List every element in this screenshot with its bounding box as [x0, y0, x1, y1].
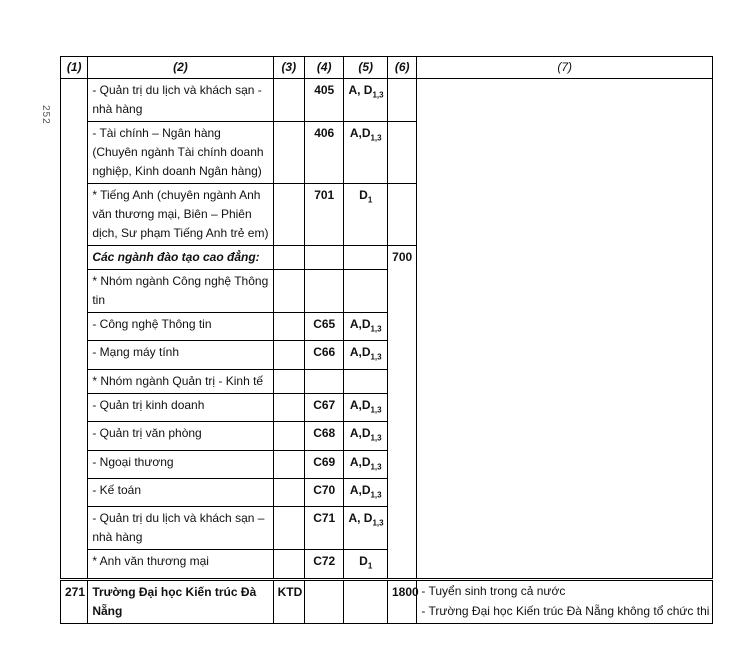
- exam-block: $A,D_{1,3}$: [344, 122, 388, 184]
- exam-block: $A,D_{1,3}$: [344, 478, 388, 506]
- col-header-2: (2): [88, 57, 273, 79]
- exam-block: $A,D_{1,3}$: [344, 393, 388, 421]
- major-name: - Quản trị kinh doanh: [88, 393, 273, 421]
- major-name: - Mạng máy tính: [88, 341, 273, 369]
- cell-empty: [273, 507, 304, 550]
- admissions-table: [60, 56, 713, 624]
- major-code: C67: [304, 393, 343, 421]
- exam-block: A, $D_{1,3}$: [344, 79, 388, 122]
- school-row: [61, 579, 713, 623]
- cell-index-empty: [61, 79, 88, 580]
- col-header-6: (6): [387, 57, 416, 79]
- major-code: 406: [304, 122, 343, 184]
- cell-empty: [344, 246, 388, 270]
- school-notes: [417, 579, 713, 623]
- school-quota: 1800: [387, 579, 416, 623]
- major-name: - Tài chính – Ngân hàng (Chuyên ngành Tài chính doanh nghiệp, Kinh doanh Ngân hàng): [88, 122, 273, 184]
- exam-block: $D_1$: [344, 550, 388, 579]
- major-name: * Nhóm ngành Công nghệ Thông tin: [88, 270, 273, 313]
- cell-empty: [387, 184, 416, 246]
- exam-block: [344, 270, 388, 313]
- major-code: 701: [304, 184, 343, 246]
- section-quota: 700: [387, 246, 416, 580]
- exam-block: $D_1$: [344, 184, 388, 246]
- major-code: C70: [304, 478, 343, 506]
- note-line: - Tuyển sinh trong cả nước: [421, 583, 566, 598]
- major-name: - Quản trị du lịch và khách sạn - nhà hàng: [88, 79, 273, 122]
- notes-cell-empty: [417, 79, 713, 580]
- cell-empty: [387, 79, 416, 122]
- major-name: - Quản trị văn phòng: [88, 422, 273, 450]
- major-name: - Công nghệ Thông tin: [88, 313, 273, 341]
- cell-empty: [273, 79, 304, 122]
- major-code: C65: [304, 313, 343, 341]
- major-code: C68: [304, 422, 343, 450]
- table-row: [61, 79, 713, 122]
- cell-empty: [304, 579, 343, 623]
- exam-block: [344, 369, 388, 393]
- major-code: C66: [304, 341, 343, 369]
- major-name: - Quản trị du lịch và khách sạn – nhà hàng: [88, 507, 273, 550]
- major-name: * Anh văn thương mại: [88, 550, 273, 579]
- major-code: 405: [304, 79, 343, 122]
- page-number: 252: [40, 105, 51, 125]
- exam-block: $A,D_{1,3}$: [344, 450, 388, 478]
- cell-empty: [273, 184, 304, 246]
- major-code: C71: [304, 507, 343, 550]
- school-code: KTD: [273, 579, 304, 623]
- major-code: C72: [304, 550, 343, 579]
- exam-block: $A,D_{1,3}$: [344, 422, 388, 450]
- cell-empty: [387, 122, 416, 184]
- major-name: * Tiếng Anh (chuyên ngành Anh văn thương mại, Biên – Phiên dịch, Sư phạm Tiếng Anh trẻ em): [88, 184, 273, 246]
- cell-empty: [273, 313, 304, 341]
- school-index: 271: [61, 579, 88, 623]
- cell-empty: [344, 579, 388, 623]
- col-header-1: (1): [61, 57, 88, 79]
- major-name: - Kế toán: [88, 478, 273, 506]
- major-code: C69: [304, 450, 343, 478]
- col-header-5: (5): [344, 57, 388, 79]
- cell-empty: [273, 246, 304, 270]
- major-name: * Nhóm ngành Quản trị - Kinh tế: [88, 369, 273, 393]
- exam-block: $A,D_{1,3}$: [344, 313, 388, 341]
- major-name: - Ngoại thương: [88, 450, 273, 478]
- cell-empty: [273, 450, 304, 478]
- col-header-7: (7): [417, 57, 713, 79]
- col-header-4: (4): [304, 57, 343, 79]
- cell-empty: [273, 341, 304, 369]
- col-header-3: (3): [273, 57, 304, 79]
- major-code: [304, 369, 343, 393]
- cell-empty: [273, 393, 304, 421]
- note-line: - Trường Đại học Kiến trúc Đà Nẵng không tổ chức thi: [421, 603, 710, 618]
- cell-empty: [273, 369, 304, 393]
- section-title: Các ngành đào tạo cao đẳng:: [88, 246, 273, 270]
- cell-empty: [273, 478, 304, 506]
- header-row: [61, 57, 713, 79]
- school-name: Trường Đại học Kiến trúc Đà Nẵng: [88, 579, 273, 623]
- exam-block: A, $D_{1,3}$: [344, 507, 388, 550]
- cell-empty: [273, 122, 304, 184]
- cell-empty: [273, 422, 304, 450]
- cell-empty: [273, 270, 304, 313]
- cell-empty: [304, 246, 343, 270]
- exam-block: $A,D_{1,3}$: [344, 341, 388, 369]
- cell-empty: [273, 550, 304, 579]
- major-code: [304, 270, 343, 313]
